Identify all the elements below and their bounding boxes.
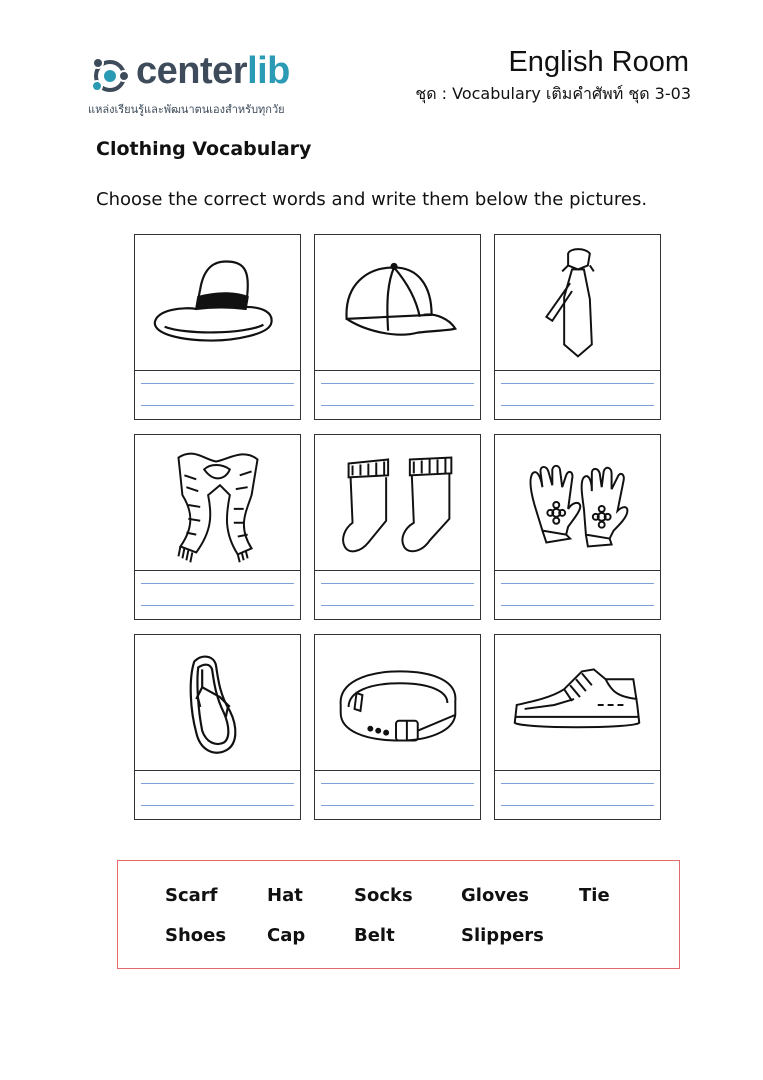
answer-line[interactable]: [501, 583, 654, 584]
answer-line[interactable]: [321, 405, 474, 406]
shoes-icon: [495, 635, 660, 771]
word-cap: Cap: [267, 925, 306, 946]
word-hat: Hat: [267, 885, 303, 906]
answer-line[interactable]: [141, 383, 294, 384]
picture-card-2: [314, 234, 481, 420]
answer-line[interactable]: [141, 805, 294, 806]
word-shoes: Shoes: [165, 925, 227, 946]
belt-icon: [315, 635, 480, 771]
answer-line[interactable]: [321, 805, 474, 806]
logo-tagline: แหล่งเรียนรู้และพัฒนาตนเองสำหรับทุกวัย: [88, 103, 285, 116]
socks-icon: [315, 435, 480, 571]
logo-wordmark: [136, 50, 290, 93]
answer-line[interactable]: [321, 783, 474, 784]
answer-line[interactable]: [141, 783, 294, 784]
page-subtitle: ชุด : Vocabulary เติมคำศัพท์ ชุด 3-03: [415, 84, 691, 103]
worksheet-instruction: Choose the correct words and write them below the pictures.: [96, 189, 648, 210]
logo-text-lib: lib: [247, 50, 290, 92]
tie-icon: [495, 235, 660, 371]
picture-card-5: [314, 434, 481, 620]
centerlib-logo: [86, 48, 326, 118]
word-belt: Belt: [354, 925, 395, 946]
picture-grid: [134, 234, 664, 824]
picture-card-8: [314, 634, 481, 820]
slippers-icon: [135, 635, 300, 771]
picture-card-6: [494, 434, 661, 620]
answer-line[interactable]: [501, 605, 654, 606]
word-scarf: Scarf: [165, 885, 218, 906]
answer-line[interactable]: [501, 805, 654, 806]
picture-card-1: [134, 234, 301, 420]
answer-line[interactable]: [141, 583, 294, 584]
molecule-icon: [86, 52, 134, 100]
answer-line[interactable]: [141, 605, 294, 606]
picture-card-4: [134, 434, 301, 620]
word-slippers: Slippers: [461, 925, 544, 946]
answer-line[interactable]: [321, 383, 474, 384]
picture-card-3: [494, 234, 661, 420]
worksheet-heading: Clothing Vocabulary: [96, 138, 312, 160]
answer-line[interactable]: [141, 405, 294, 406]
answer-line[interactable]: [501, 783, 654, 784]
word-bank: [117, 860, 680, 969]
answer-line[interactable]: [501, 405, 654, 406]
gloves-icon: [495, 435, 660, 571]
logo-text-center: center: [136, 50, 248, 92]
page-title: English Room: [508, 46, 689, 78]
answer-line[interactable]: [501, 383, 654, 384]
word-gloves: Gloves: [461, 885, 529, 906]
answer-line[interactable]: [321, 605, 474, 606]
hat-icon: [135, 235, 300, 371]
answer-line[interactable]: [321, 583, 474, 584]
word-tie: Tie: [579, 885, 610, 906]
picture-card-7: [134, 634, 301, 820]
picture-card-9: [494, 634, 661, 820]
scarf-icon: [135, 435, 300, 571]
cap-icon: [315, 235, 480, 371]
word-socks: Socks: [354, 885, 413, 906]
